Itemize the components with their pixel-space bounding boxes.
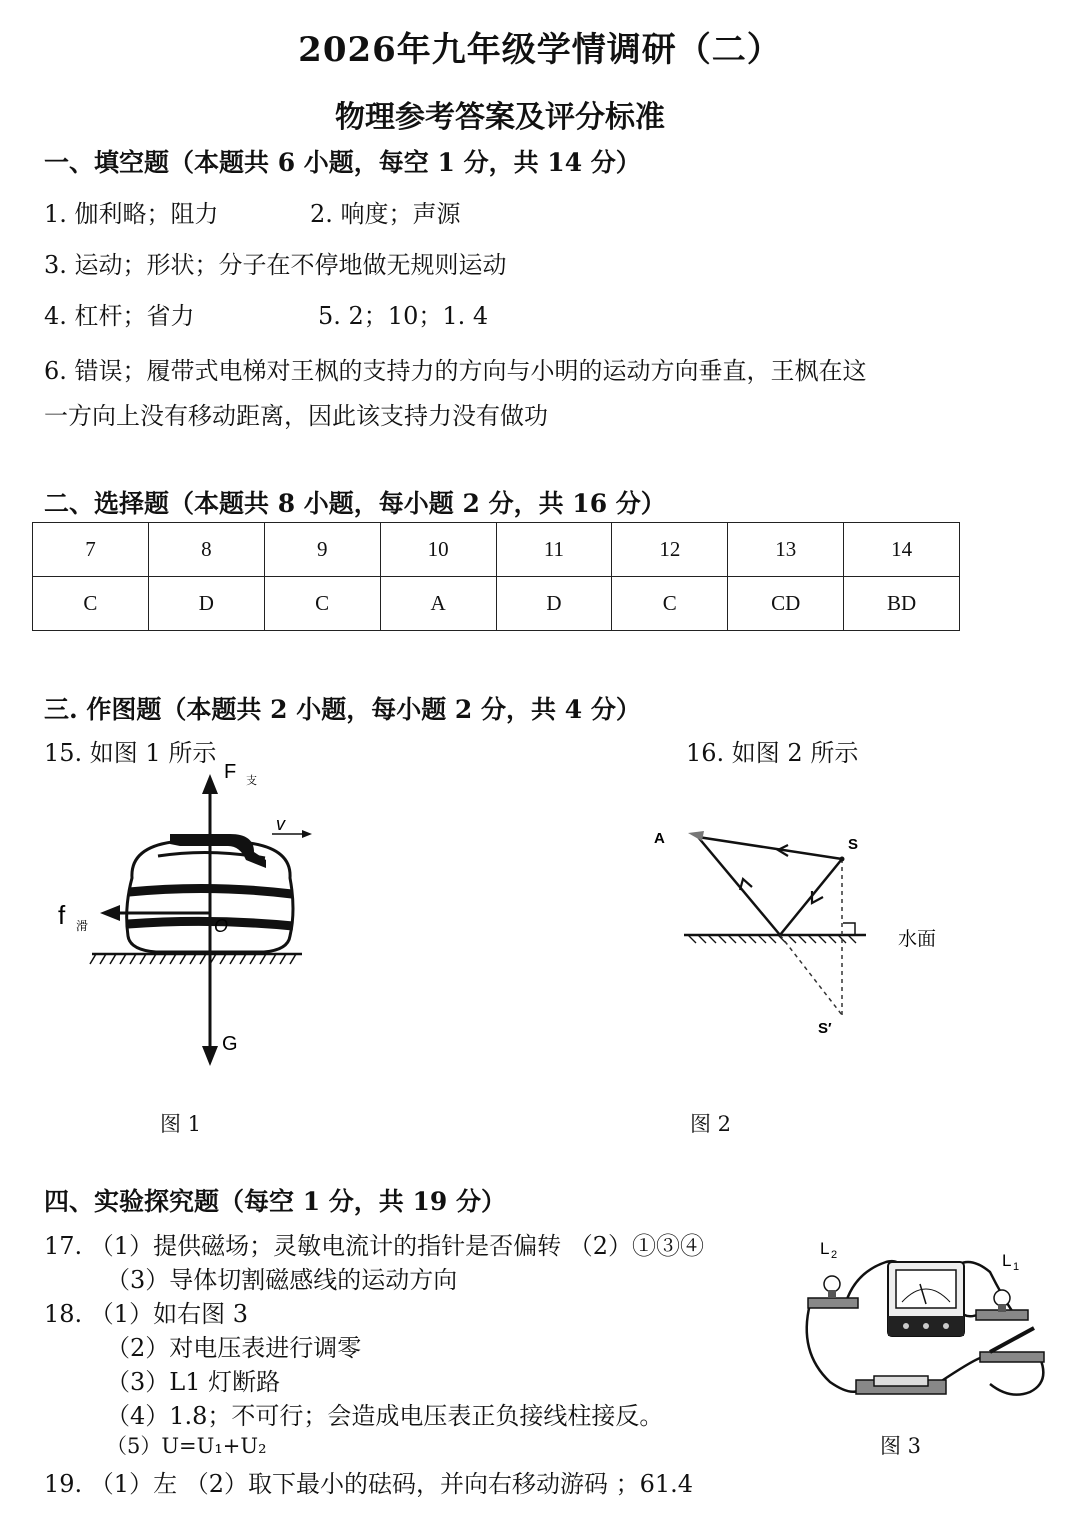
- page-title: 2026年九年级学情调研（二）: [298, 30, 782, 70]
- label-f-sub: 滑: [76, 919, 89, 933]
- arrow-left-icon: [100, 905, 120, 921]
- label-O: O: [214, 916, 229, 936]
- answer-cell: CD: [728, 577, 844, 631]
- answer-cell: A: [380, 577, 496, 631]
- answer-q16: 16. 如图 2 所示: [686, 739, 859, 767]
- figure2-reflection-diagram: [640, 815, 960, 1045]
- answer-q4: 4. 杠杆；省力: [44, 302, 195, 330]
- answer-cell: C: [33, 577, 149, 631]
- answer-q19: 19. （1）左 （2）取下最小的砝码，并向右移动游码 ；61.4: [44, 1470, 694, 1498]
- answer-cell: C: [612, 577, 728, 631]
- arrow-up-icon: [202, 774, 218, 794]
- label-F: F: [224, 761, 237, 783]
- figure2-caption: 图 2: [690, 1112, 732, 1136]
- figure3-circuit-diagram: [790, 1232, 1060, 1422]
- figure1-force-diagram: [40, 760, 340, 1080]
- answer-q2: 2. 响度；声源: [310, 200, 461, 228]
- section3-heading: 三. 作图题（本题共 2 小题，每小题 2 分，共 4 分）: [44, 695, 641, 724]
- section1-heading: 一、填空题（本题共 6 小题，每空 1 分，共 14 分）: [44, 148, 641, 177]
- answer-cell: C: [264, 577, 380, 631]
- answer-q17-line1: 17. （1）提供磁场；灵敏电流计的指针是否偏转 （2）①③④: [44, 1232, 704, 1260]
- label-L2: L: [820, 1239, 830, 1258]
- figure1-caption: 图 1: [160, 1112, 202, 1136]
- arrow-right-icon: [302, 830, 312, 838]
- table-row: [33, 577, 960, 631]
- question-number-cell: 10: [380, 523, 496, 577]
- label-L1: L: [1002, 1251, 1012, 1270]
- label-F-sub: 支: [246, 775, 257, 787]
- answer-q6-line2: 一方向上没有移动距离，因此该支持力没有做功: [44, 402, 548, 430]
- answer-q17-line2: （3）导体切割磁感线的运动方向: [106, 1266, 458, 1294]
- answer-q3: 3. 运动；形状；分子在不停地做无规则运动: [44, 251, 507, 279]
- label-v: v: [276, 814, 285, 834]
- answer-cell: D: [496, 577, 612, 631]
- question-number-cell: 14: [844, 523, 960, 577]
- table-row: [33, 523, 960, 577]
- answer-cell: D: [148, 577, 264, 631]
- answer-q18-line5: （5）U=U₁+U₂: [106, 1434, 267, 1458]
- figure3-caption: 图 3: [880, 1434, 922, 1458]
- question-number-cell: 7: [33, 523, 149, 577]
- battery-icon: [856, 1376, 946, 1394]
- question-number-cell: 8: [148, 523, 264, 577]
- label-G: G: [222, 1033, 238, 1055]
- label-S-prime: S′: [818, 1020, 832, 1037]
- answer-q18-line2: （2）对电压表进行调零: [106, 1334, 362, 1362]
- section2-heading: 二、选择题（本题共 8 小题，每小题 2 分，共 16 分）: [44, 489, 666, 518]
- answer-q18-line4: （4）1.8；不可行；会造成电压表正负接线柱接反。: [106, 1402, 664, 1430]
- answer-q1: 1. 伽利略；阻力: [44, 200, 219, 228]
- answer-q6-line1: 6. 错误；履带式电梯对王枫的支持力的方向与小明的运动方向垂直，王枫在这: [44, 357, 867, 385]
- label-water-surface: 水面: [898, 929, 937, 950]
- answer-q18-line1: 18. （1）如右图 3: [44, 1300, 248, 1328]
- label-S: S: [848, 836, 859, 853]
- bulb-L1-icon: [976, 1290, 1028, 1320]
- answer-q18-line3: （3）L1 灯断路: [106, 1368, 281, 1396]
- question-number-cell: 12: [612, 523, 728, 577]
- answer-table: [32, 522, 960, 631]
- arrow-down-icon: [202, 1046, 218, 1066]
- question-number-cell: 11: [496, 523, 612, 577]
- label-L1-sub: 1: [1013, 1261, 1020, 1273]
- answer-q15: 15. 如图 1 所示: [44, 739, 217, 767]
- question-number-cell: 13: [728, 523, 844, 577]
- section4-heading: 四、实验探究题（每空 1 分，共 19 分）: [44, 1187, 507, 1216]
- switch-icon: [980, 1328, 1044, 1362]
- label-L2-sub: 2: [831, 1249, 838, 1261]
- answer-q5: 5. 2；10；1. 4: [318, 302, 489, 330]
- page-subtitle: 物理参考答案及评分标准: [335, 100, 665, 135]
- answer-cell: BD: [844, 577, 960, 631]
- label-A: A: [654, 830, 665, 847]
- label-f: f: [58, 900, 66, 930]
- question-number-cell: 9: [264, 523, 380, 577]
- voltmeter-icon: [888, 1262, 964, 1336]
